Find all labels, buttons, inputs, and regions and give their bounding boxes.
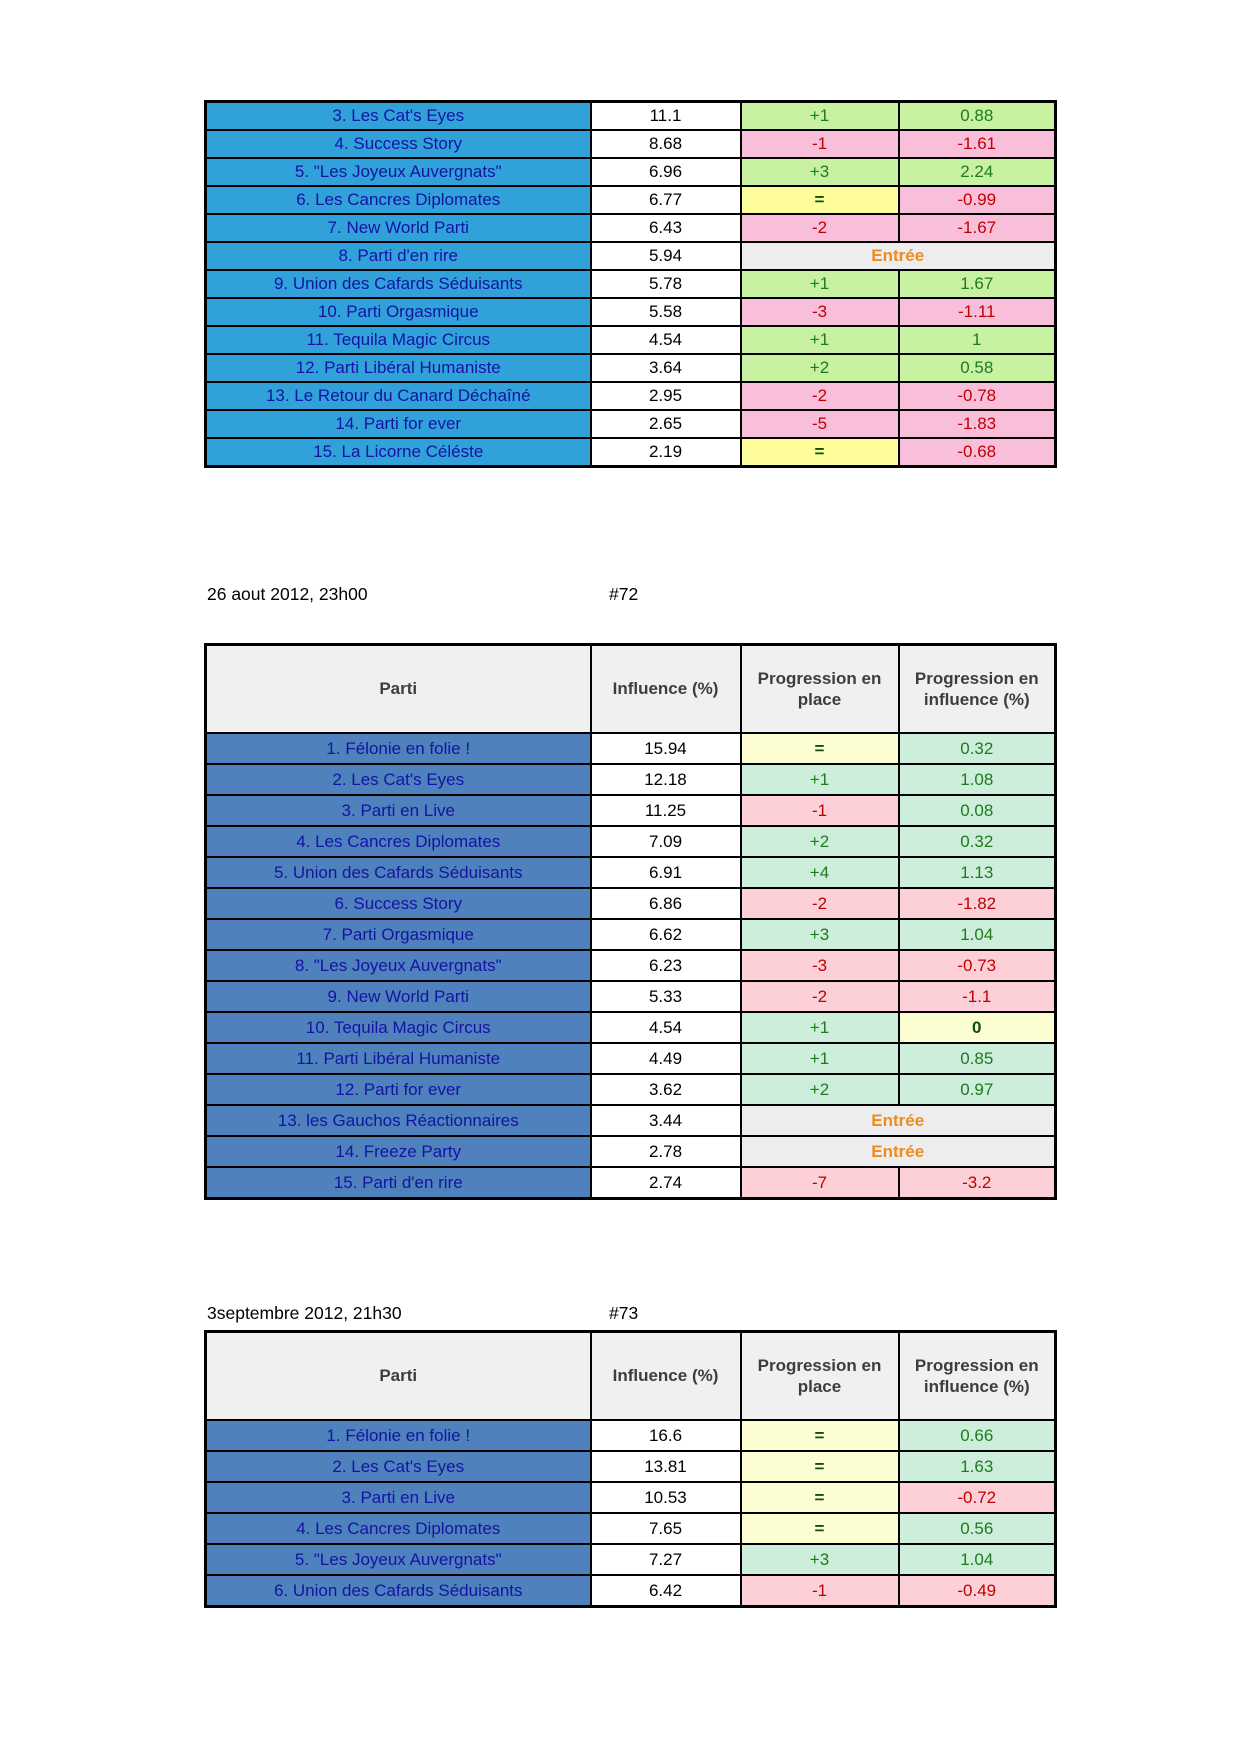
place-progression-cell: -2 <box>741 981 899 1012</box>
place-progression-cell: -1 <box>741 1575 899 1607</box>
influence-value-cell: 13.81 <box>591 1451 741 1482</box>
party-name-cell: 3. Parti en Live <box>206 1482 591 1513</box>
place-progression-cell: +3 <box>741 919 899 950</box>
influence-progression-cell: 0.85 <box>899 1043 1056 1074</box>
ranking-row <box>206 214 1056 242</box>
ranking-row <box>206 795 1056 826</box>
influence-value-cell: 6.62 <box>591 919 741 950</box>
ranking-row <box>206 1544 1056 1575</box>
ranking-row <box>206 354 1056 382</box>
ranking-row <box>206 130 1056 158</box>
influence-progression-cell: 1.67 <box>899 270 1056 298</box>
influence-progression-cell: 0.08 <box>899 795 1056 826</box>
party-name-cell: 15. Parti d'en rire <box>206 1167 591 1199</box>
influence-value-cell: 7.27 <box>591 1544 741 1575</box>
place-progression-cell: +1 <box>741 326 899 354</box>
ranking-row <box>206 919 1056 950</box>
influence-progression-cell: -0.72 <box>899 1482 1056 1513</box>
party-name-cell: 1. Félonie en folie ! <box>206 733 591 764</box>
influence-progression-cell: 0.88 <box>899 102 1056 131</box>
influence-progression-cell: 1.63 <box>899 1451 1056 1482</box>
influence-value-cell: 7.65 <box>591 1513 741 1544</box>
ranking-row <box>206 1420 1056 1451</box>
column-header-progression-place: Progression en place <box>741 1332 899 1421</box>
place-progression-cell: -2 <box>741 382 899 410</box>
ranking-row <box>206 857 1056 888</box>
ranking-row <box>206 158 1056 186</box>
ranking-row <box>206 981 1056 1012</box>
place-progression-cell: +1 <box>741 102 899 131</box>
ranking-row <box>206 102 1056 131</box>
influence-value-cell: 4.49 <box>591 1043 741 1074</box>
place-progression-cell: -2 <box>741 214 899 242</box>
table-72-caption <box>207 584 727 608</box>
ranking-table-72-section <box>204 643 1057 1200</box>
influence-value-cell: 2.74 <box>591 1167 741 1199</box>
influence-value-cell: 6.86 <box>591 888 741 919</box>
party-name-cell: 3. Les Cat's Eyes <box>206 102 591 131</box>
column-header-parti: Parti <box>206 645 591 734</box>
influence-progression-cell: -0.73 <box>899 950 1056 981</box>
influence-value-cell: 6.91 <box>591 857 741 888</box>
influence-progression-cell: -1.83 <box>899 410 1056 438</box>
influence-progression-cell: 0.66 <box>899 1420 1056 1451</box>
ranking-row <box>206 733 1056 764</box>
place-progression-cell: +3 <box>741 1544 899 1575</box>
ranking-row <box>206 888 1056 919</box>
party-name-cell: 5. "Les Joyeux Auvergnats" <box>206 158 591 186</box>
influence-progression-cell: -0.99 <box>899 186 1056 214</box>
ranking-row <box>206 826 1056 857</box>
place-progression-cell: +1 <box>741 764 899 795</box>
ranking-row <box>206 382 1056 410</box>
influence-value-cell: 11.1 <box>591 102 741 131</box>
place-progression-cell: = <box>741 1513 899 1544</box>
party-name-cell: 4. Les Cancres Diplomates <box>206 826 591 857</box>
place-progression-cell: +4 <box>741 857 899 888</box>
ranking-row <box>206 270 1056 298</box>
party-name-cell: 12. Parti Libéral Humaniste <box>206 354 591 382</box>
influence-progression-cell: -1.67 <box>899 214 1056 242</box>
influence-progression-cell: 0.32 <box>899 733 1056 764</box>
influence-progression-cell: -1.1 <box>899 981 1056 1012</box>
ranking-row <box>206 1167 1056 1199</box>
previous-ranking-table-section <box>204 100 1057 468</box>
influence-progression-cell: 1.04 <box>899 919 1056 950</box>
place-progression-cell: -3 <box>741 298 899 326</box>
influence-progression-cell: -0.68 <box>899 438 1056 467</box>
party-name-cell: 8. Parti d'en rire <box>206 242 591 270</box>
caption-date: 26 aout 2012, 23h00 <box>207 584 368 604</box>
place-progression-cell: +1 <box>741 1012 899 1043</box>
caption-issue-number: #73 <box>609 1303 639 1323</box>
column-header-influence: Influence (%) <box>591 1332 741 1421</box>
influence-progression-cell: 1.13 <box>899 857 1056 888</box>
place-progression-cell: = <box>741 1451 899 1482</box>
ranking-rows <box>206 102 1056 467</box>
place-progression-cell: -7 <box>741 1167 899 1199</box>
place-progression-cell: = <box>741 1482 899 1513</box>
place-progression-cell: = <box>741 186 899 214</box>
influence-value-cell: 3.64 <box>591 354 741 382</box>
ranking-row <box>206 1513 1056 1544</box>
party-name-cell: 11. Tequila Magic Circus <box>206 326 591 354</box>
header-row <box>206 1332 1056 1421</box>
place-progression-cell: -1 <box>741 130 899 158</box>
party-name-cell: 10. Tequila Magic Circus <box>206 1012 591 1043</box>
place-progression-cell: +2 <box>741 354 899 382</box>
influence-progression-cell: -0.49 <box>899 1575 1056 1607</box>
influence-progression-cell: -1.11 <box>899 298 1056 326</box>
place-progression-cell: -1 <box>741 795 899 826</box>
party-name-cell: 6. Union des Cafards Séduisants <box>206 1575 591 1607</box>
ranking-row <box>206 950 1056 981</box>
ranking-table-73-section <box>204 1330 1057 1608</box>
influence-value-cell: 2.65 <box>591 410 741 438</box>
place-progression-cell: -3 <box>741 950 899 981</box>
ranking-row <box>206 326 1056 354</box>
influence-value-cell: 6.96 <box>591 158 741 186</box>
party-name-cell: 1. Félonie en folie ! <box>206 1420 591 1451</box>
place-progression-cell: = <box>741 438 899 467</box>
ranking-row <box>206 1575 1056 1607</box>
influence-value-cell: 2.19 <box>591 438 741 467</box>
ranking-rows <box>206 733 1056 1199</box>
ranking-row <box>206 298 1056 326</box>
influence-value-cell: 5.33 <box>591 981 741 1012</box>
entry-cell: Entrée <box>741 242 1056 270</box>
influence-value-cell: 4.54 <box>591 1012 741 1043</box>
party-name-cell: 3. Parti en Live <box>206 795 591 826</box>
caption-date: 3septembre 2012, 21h30 <box>207 1303 402 1323</box>
ranking-row <box>206 438 1056 467</box>
ranking-row <box>206 242 1056 270</box>
table-73-caption <box>207 1303 727 1327</box>
party-name-cell: 11. Parti Libéral Humaniste <box>206 1043 591 1074</box>
ranking-row <box>206 764 1056 795</box>
place-progression-cell: +3 <box>741 158 899 186</box>
party-name-cell: 7. Parti Orgasmique <box>206 919 591 950</box>
place-progression-cell: +2 <box>741 826 899 857</box>
column-header-parti: Parti <box>206 1332 591 1421</box>
influence-progression-cell: 1.04 <box>899 1544 1056 1575</box>
influence-value-cell: 7.09 <box>591 826 741 857</box>
place-progression-cell: +1 <box>741 270 899 298</box>
party-name-cell: 13. Le Retour du Canard Déchaîné <box>206 382 591 410</box>
party-name-cell: 4. Les Cancres Diplomates <box>206 1513 591 1544</box>
party-name-cell: 6. Success Story <box>206 888 591 919</box>
influence-progression-cell: 0.58 <box>899 354 1056 382</box>
influence-value-cell: 6.23 <box>591 950 741 981</box>
entry-cell: Entrée <box>741 1105 1056 1136</box>
party-name-cell: 8. "Les Joyeux Auvergnats" <box>206 950 591 981</box>
party-name-cell: 9. New World Parti <box>206 981 591 1012</box>
place-progression-cell: +2 <box>741 1074 899 1105</box>
column-header-progression-influence: Progression en influence (%) <box>899 1332 1056 1421</box>
party-name-cell: 7. New World Parti <box>206 214 591 242</box>
party-ranking-table-73 <box>204 1330 1057 1608</box>
influence-value-cell: 5.78 <box>591 270 741 298</box>
column-header-progression-place: Progression en place <box>741 645 899 734</box>
influence-value-cell: 10.53 <box>591 1482 741 1513</box>
influence-value-cell: 11.25 <box>591 795 741 826</box>
influence-value-cell: 4.54 <box>591 326 741 354</box>
party-name-cell: 9. Union des Cafards Séduisants <box>206 270 591 298</box>
ranking-row <box>206 1012 1056 1043</box>
influence-value-cell: 3.62 <box>591 1074 741 1105</box>
influence-value-cell: 5.94 <box>591 242 741 270</box>
ranking-row <box>206 1451 1056 1482</box>
influence-progression-cell: -1.82 <box>899 888 1056 919</box>
influence-value-cell: 15.94 <box>591 733 741 764</box>
ranking-row <box>206 186 1056 214</box>
ranking-row <box>206 1074 1056 1105</box>
party-name-cell: 15. La Licorne Céléste <box>206 438 591 467</box>
party-name-cell: 2. Les Cat's Eyes <box>206 1451 591 1482</box>
influence-progression-cell: 0.32 <box>899 826 1056 857</box>
influence-value-cell: 5.58 <box>591 298 741 326</box>
influence-value-cell: 6.43 <box>591 214 741 242</box>
place-progression-cell: -2 <box>741 888 899 919</box>
ranking-row <box>206 1043 1056 1074</box>
column-header-progression-influence: Progression en influence (%) <box>899 645 1056 734</box>
party-name-cell: 14. Parti for ever <box>206 410 591 438</box>
party-name-cell: 5. "Les Joyeux Auvergnats" <box>206 1544 591 1575</box>
influence-progression-cell: 0.97 <box>899 1074 1056 1105</box>
place-progression-cell: = <box>741 733 899 764</box>
party-name-cell: 6. Les Cancres Diplomates <box>206 186 591 214</box>
ranking-row <box>206 1482 1056 1513</box>
influence-value-cell: 12.18 <box>591 764 741 795</box>
party-name-cell: 10. Parti Orgasmique <box>206 298 591 326</box>
influence-value-cell: 8.68 <box>591 130 741 158</box>
place-progression-cell: -5 <box>741 410 899 438</box>
influence-value-cell: 16.6 <box>591 1420 741 1451</box>
ranking-row <box>206 410 1056 438</box>
party-name-cell: 2. Les Cat's Eyes <box>206 764 591 795</box>
influence-value-cell: 6.42 <box>591 1575 741 1607</box>
party-name-cell: 4. Success Story <box>206 130 591 158</box>
influence-value-cell: 2.95 <box>591 382 741 410</box>
influence-progression-cell: 2.24 <box>899 158 1056 186</box>
party-name-cell: 14. Freeze Party <box>206 1136 591 1167</box>
place-progression-cell: +1 <box>741 1043 899 1074</box>
influence-value-cell: 2.78 <box>591 1136 741 1167</box>
header-row <box>206 645 1056 734</box>
party-ranking-table-72 <box>204 643 1057 1200</box>
place-progression-cell: = <box>741 1420 899 1451</box>
party-name-cell: 13. les Gauchos Réactionnaires <box>206 1105 591 1136</box>
party-name-cell: 12. Parti for ever <box>206 1074 591 1105</box>
entry-cell: Entrée <box>741 1136 1056 1167</box>
influence-progression-cell: 1.08 <box>899 764 1056 795</box>
ranking-row <box>206 1105 1056 1136</box>
influence-progression-cell: 0 <box>899 1012 1056 1043</box>
influence-value-cell: 6.77 <box>591 186 741 214</box>
ranking-rows <box>206 1420 1056 1607</box>
party-name-cell: 5. Union des Cafards Séduisants <box>206 857 591 888</box>
influence-progression-cell: -0.78 <box>899 382 1056 410</box>
party-ranking-table-partial <box>204 100 1057 468</box>
influence-progression-cell: 1 <box>899 326 1056 354</box>
column-header-influence: Influence (%) <box>591 645 741 734</box>
ranking-row <box>206 1136 1056 1167</box>
influence-progression-cell: -1.61 <box>899 130 1056 158</box>
caption-issue-number: #72 <box>609 584 639 604</box>
influence-progression-cell: 0.56 <box>899 1513 1056 1544</box>
influence-progression-cell: -3.2 <box>899 1167 1056 1199</box>
influence-value-cell: 3.44 <box>591 1105 741 1136</box>
